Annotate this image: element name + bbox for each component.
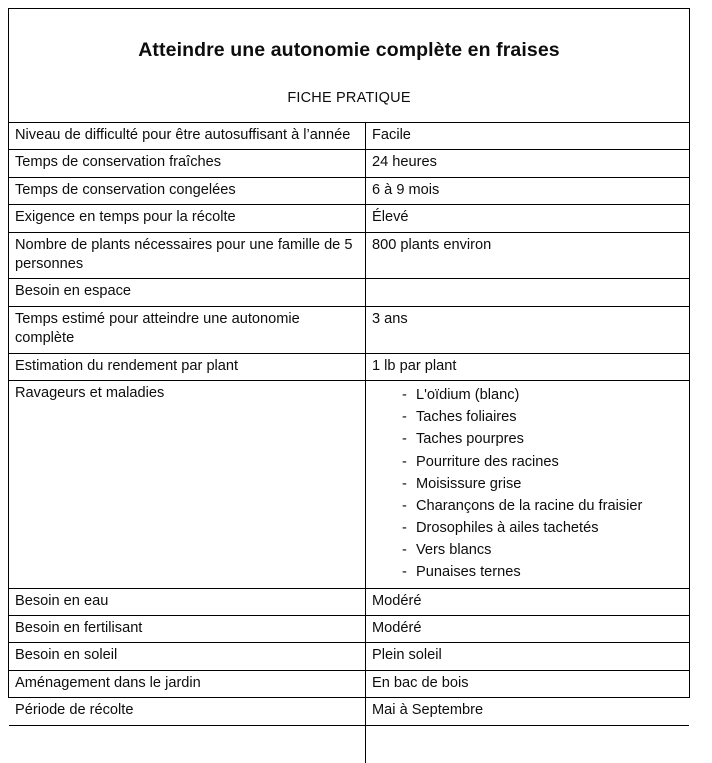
row-label: Estimation du rendement par plant xyxy=(9,353,366,380)
pest-list-item xyxy=(372,428,683,450)
row-label: Besoin en soleil xyxy=(9,643,366,670)
row-label: Ravageurs et maladies xyxy=(9,381,366,589)
row-label: Temps de conservation fraîches xyxy=(9,150,366,177)
row-value: Mai à Septembre xyxy=(366,698,690,725)
document-header xyxy=(9,9,689,123)
table-row xyxy=(9,588,689,615)
pest-list-item-label: Punaises ternes xyxy=(416,564,521,581)
pest-list-item xyxy=(372,561,683,583)
row-label: Niveau de difficulté pour être autosuffisant à l’année xyxy=(9,123,366,150)
row-value xyxy=(366,279,690,306)
pest-list-item xyxy=(372,384,683,406)
table-row xyxy=(9,643,689,670)
bullet-dash-icon: - xyxy=(402,564,407,581)
row-value: 24 heures xyxy=(366,150,690,177)
row-value: Modéré xyxy=(366,588,690,615)
row-label: Nombre de plants nécessaires pour une famille de 5 personnes xyxy=(9,232,366,279)
row-value: 800 plants environ xyxy=(366,232,690,279)
table-row xyxy=(9,177,689,204)
bullet-dash-icon: - xyxy=(402,409,407,426)
row-value: Plein soleil xyxy=(366,643,690,670)
pest-list-item-label: Taches foliaires xyxy=(416,409,517,426)
pest-list-item xyxy=(372,451,683,473)
bullet-dash-icon: - xyxy=(402,497,407,514)
fiche-table xyxy=(9,123,689,763)
row-value: 1 lb par plant xyxy=(366,353,690,380)
bullet-dash-icon: - xyxy=(402,387,407,404)
pest-list-item-label: Charançons de la racine du fraisier xyxy=(416,497,643,514)
row-label: Exigence en temps pour la récolte xyxy=(9,205,366,232)
pest-list-item xyxy=(372,495,683,517)
row-label: Aménagement dans le jardin xyxy=(9,670,366,697)
row-value: En bac de bois xyxy=(366,670,690,697)
pest-list-item xyxy=(372,539,683,561)
table-row xyxy=(9,306,689,353)
row-label: Temps estimé pour atteindre une autonomie complète xyxy=(9,306,366,353)
page-title: Atteindre une autonomie complète en fraises xyxy=(138,39,560,61)
pest-list-item-label: Taches pourpres xyxy=(416,431,524,448)
row-label xyxy=(9,725,366,763)
bullet-dash-icon: - xyxy=(402,475,407,492)
row-value: Élevé xyxy=(366,205,690,232)
pest-list-item xyxy=(372,473,683,495)
bullet-dash-icon: - xyxy=(402,431,407,448)
row-value-pest-list xyxy=(366,381,690,589)
table-row-pests xyxy=(9,381,689,589)
bullet-dash-icon: - xyxy=(402,453,407,470)
row-value: 6 à 9 mois xyxy=(366,177,690,204)
table-row xyxy=(9,232,689,279)
row-value: Modéré xyxy=(366,616,690,643)
pest-list-item xyxy=(372,517,683,539)
pest-list-item-label: Drosophiles à ailes tachetés xyxy=(416,520,599,537)
bullet-dash-icon: - xyxy=(402,520,407,537)
pest-list-item xyxy=(372,406,683,428)
row-label: Besoin en eau xyxy=(9,588,366,615)
table-row xyxy=(9,205,689,232)
bullet-dash-icon: - xyxy=(402,542,407,559)
table-row xyxy=(9,616,689,643)
pest-list-item-label: Vers blancs xyxy=(416,542,492,559)
row-value: 3 ans xyxy=(366,306,690,353)
pest-list xyxy=(372,384,683,584)
page-subtitle: FICHE PRATIQUE xyxy=(287,90,411,106)
table-row xyxy=(9,123,689,150)
table-row xyxy=(9,353,689,380)
row-value xyxy=(366,725,690,763)
pest-list-item-label: Pourriture des racines xyxy=(416,453,559,470)
row-label: Besoin en fertilisant xyxy=(9,616,366,643)
pest-list-item-label: L'oïdium (blanc) xyxy=(416,387,520,404)
table-row xyxy=(9,698,689,725)
row-value: Facile xyxy=(366,123,690,150)
pest-list-item-label: Moisissure grise xyxy=(416,475,522,492)
row-label: Période de récolte xyxy=(9,698,366,725)
table-row xyxy=(9,150,689,177)
fiche-pratique-sheet xyxy=(8,8,690,719)
table-row xyxy=(9,279,689,306)
table-row xyxy=(9,670,689,697)
table-row-empty xyxy=(9,725,689,763)
row-label: Temps de conservation congelées xyxy=(9,177,366,204)
row-label: Besoin en espace xyxy=(9,279,366,306)
